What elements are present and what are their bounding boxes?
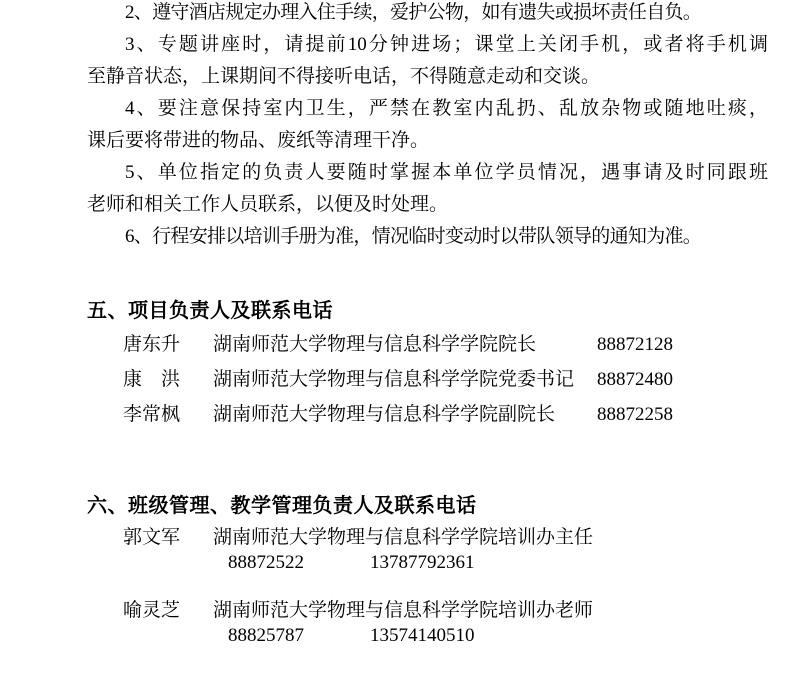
rule-4-line-2: 课后要将带进的物品、废纸等清理干净。: [87, 130, 430, 151]
contact-row: [87, 403, 768, 438]
rule-3-line-2: 至静音状态，上课期间不得接听电话，不得随意走动和交谈。: [87, 66, 601, 87]
contact-title: 湖南师范大学物理与信息科学学院培训办老师: [213, 600, 594, 621]
rule-4-line-1: 4、要注意保持室内卫生，严禁在教室内乱扔、乱放杂物或随地吐痰，: [125, 98, 768, 119]
contact-name: 唐东升: [123, 334, 181, 355]
contact-name: 郭文军: [123, 527, 181, 548]
contact-row: [87, 333, 768, 368]
rule-5-line-2: 老师和相关工作人员联系，以便及时处理。: [87, 194, 449, 215]
rule-2-line-1: 2、遵守酒店规定办理入住手续，爱护公物，如有遗失或损坏责任自负。: [125, 2, 702, 23]
contact-block: [87, 599, 768, 648]
rule-5-line-1: 5、单位指定的负责人要随时掌握本单位学员情况，遇事请及时同跟班: [125, 162, 768, 183]
contact-title: 湖南师范大学物理与信息科学学院院长: [213, 334, 537, 355]
rule-6-line-1: 6、行程安排以培训手册为准，情况临时变动时以带队领导的通知为准。: [125, 226, 702, 247]
contact-row: [87, 599, 768, 623]
contact-phones: [87, 551, 768, 575]
contact-title: 湖南师范大学物理与信息科学学院副院长: [213, 404, 556, 425]
contact-name: 喻灵芝: [123, 600, 181, 621]
contact-phone: 88872128: [597, 334, 673, 355]
section5-heading: 五、项目负责人及联系电话: [87, 300, 333, 322]
contact-block: [87, 526, 768, 575]
contact-phone: 88872480: [597, 369, 673, 390]
contact-row: [87, 368, 768, 403]
section6-heading: 六、班级管理、教学管理负责人及联系电话: [87, 495, 477, 517]
contact-title: 湖南师范大学物理与信息科学学院培训办主任: [213, 527, 594, 548]
contact-name: 康 洪: [123, 369, 181, 390]
contact-row: [87, 526, 768, 550]
contact-office-phone: 88825787: [228, 625, 304, 646]
contact-office-phone: 88872522: [228, 552, 304, 573]
contact-phone: 88872258: [597, 404, 673, 425]
rule-3-line-1: 3、专题讲座时，请提前10分钟进场；课堂上关闭手机，或者将手机调: [125, 34, 768, 55]
contact-mobile-phone: 13787792361: [370, 552, 475, 573]
contact-mobile-phone: 13574140510: [370, 625, 475, 646]
rules-list: [87, 0, 768, 253]
contact-title: 湖南师范大学物理与信息科学学院党委书记: [213, 369, 575, 390]
section5-contact-list: [87, 333, 768, 438]
contact-name: 李常枫: [123, 404, 181, 425]
contact-phones: [87, 624, 768, 648]
